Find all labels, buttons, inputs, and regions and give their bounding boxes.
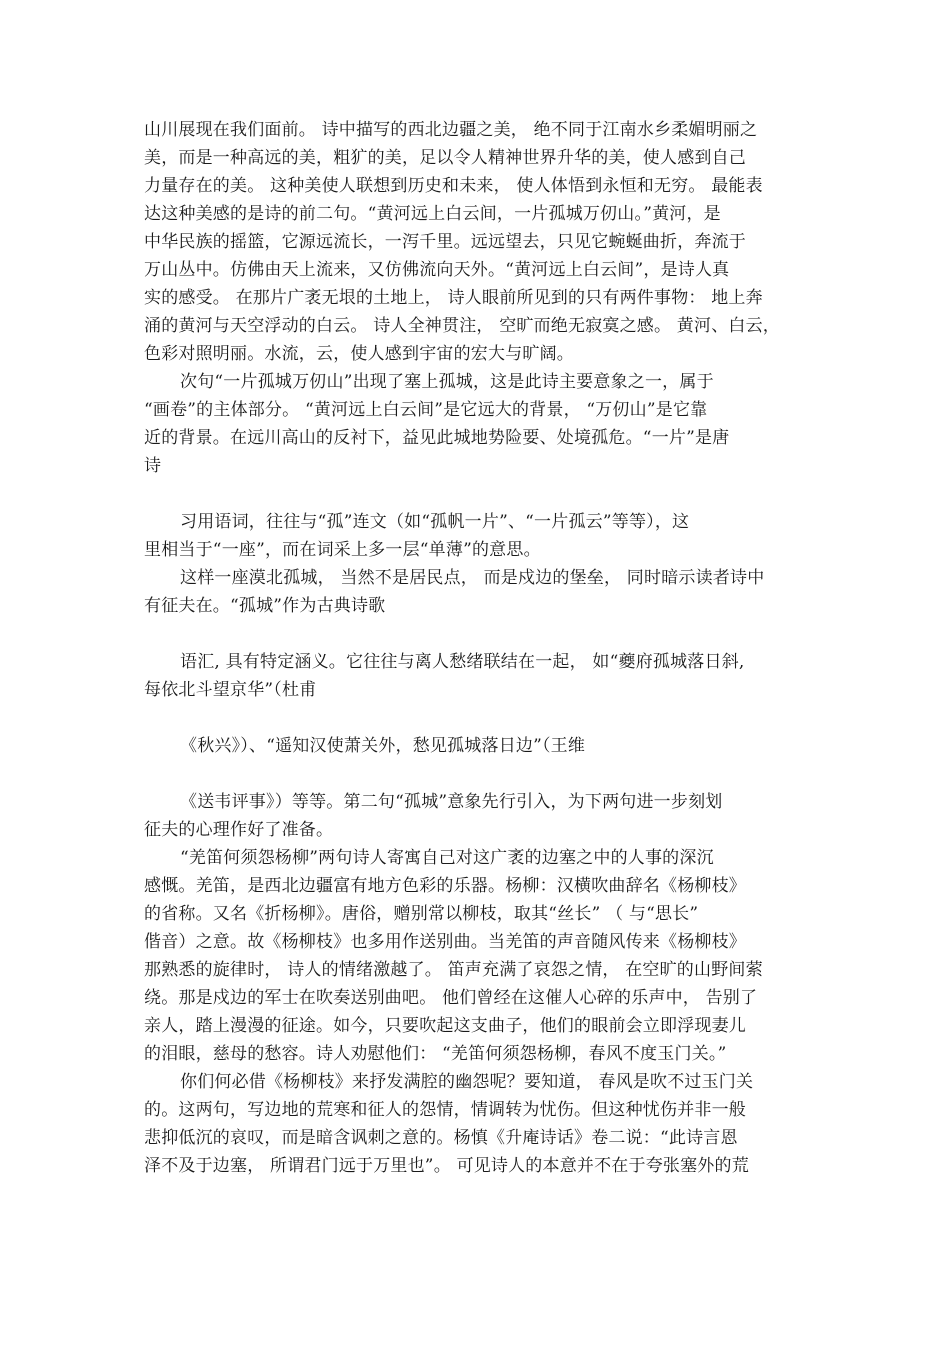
text-line: 偕音）之意。故《杨柳枝》也多用作送别曲。当羌笛的声音随风传来《杨柳枝》 <box>144 932 746 952</box>
text-line: 里相当于“一座”，而在词采上多一层“单薄”的意思。 <box>144 540 541 560</box>
text-line: 实的感受。 在那片广袤无垠的土地上， 诗人眼前所见到的只有两件事物： 地上奔 <box>144 288 763 308</box>
text-line: 的泪眼，慈母的愁容。诗人劝慰他们： “羌笛何须怨杨柳，春风不度玉门关。” <box>144 1044 727 1064</box>
text-line: 那熟悉的旋律时， 诗人的情绪激越了。 笛声充满了哀怨之情， 在空旷的山野间萦 <box>144 960 763 980</box>
text-line: 每依北斗望京华”（杜甫 <box>144 680 317 700</box>
text-line: 有征夫在。“孤城”作为古典诗歌 <box>144 596 386 616</box>
text-line: 色彩对照明丽。水流，云，使人感到宇宙的宏大与旷阔。 <box>144 344 574 364</box>
text-line: 诗 <box>144 456 162 476</box>
text-line: 力量存在的美。 这种美使人联想到历史和未来， 使人体悟到永恒和无穷。 最能表 <box>144 176 763 196</box>
text-line: 达这种美感的是诗的前二句。“黄河远上白云间，一片孤城万仞山。”黄河，是 <box>144 204 721 224</box>
text-line: 语汇, 具有特定涵义。它往往与离人愁绪联结在一起， 如“夔府孤城落日斜, <box>180 652 745 672</box>
text-line: 《送韦评事》）等等。第二句“孤城”意象先行引入，为下两句进一步刻划 <box>180 792 723 812</box>
text-line: 绕。那是戍边的军士在吹奏送别曲吧。 他们曾经在这催人心碎的乐声中， 告别了 <box>144 988 758 1008</box>
text-line: “画卷”的主体部分。 “黄河远上白云间”是它远大的背景， “万仞山”是它靠 <box>144 400 708 420</box>
text-line: 这样一座漠北孤城， 当然不是居民点， 而是戍边的堡垒， 同时暗示读者诗中 <box>180 568 765 588</box>
text-line: 你们何必借《杨柳枝》来抒发满腔的幽怨呢？要知道， 春风是吹不过玉门关 <box>180 1072 754 1092</box>
text-line: 亲人，踏上漫漫的征途。如今，只要吹起这支曲子，他们的眼前会立即浮现妻儿 <box>144 1016 746 1036</box>
text-line: 征夫的心理作好了准备。 <box>144 820 334 840</box>
text-line: 万山丛中。仿佛由天上流来，又仿佛流向天外。“黄河远上白云间”，是诗人真 <box>144 260 730 280</box>
text-line: 感慨。羌笛，是西北边疆富有地方色彩的乐器。杨柳：汉横吹曲辞名《杨柳枝》 <box>144 876 746 896</box>
text-line: 的。这两句，写边地的荒寒和征人的怨情，情调转为忧伤。但这种忧伤并非一般 <box>144 1100 746 1120</box>
text-line: 涌的黄河与天空浮动的白云。 诗人全神贯注， 空旷而绝无寂寞之感。 黄河、白云， <box>144 316 781 336</box>
text-line: “羌笛何须怨杨柳”两句诗人寄寓自己对这广袤的边塞之中的人事的深沉 <box>180 848 714 868</box>
text-line: 次句“一片孤城万仞山”出现了塞上孤城，这是此诗主要意象之一，属于 <box>180 372 714 392</box>
text-line: 泽不及于边塞， 所谓君门远于万里也”。 可见诗人的本意并不在于夸张塞外的荒 <box>144 1156 749 1176</box>
text-line: 悲抑低沉的哀叹，而是暗含讽刺之意的。杨慎《升庵诗话》卷二说：“此诗言恩 <box>144 1128 738 1148</box>
text-line: 的省称。又名《折杨柳》。唐俗，赠别常以柳枝，取其“丝长” （ 与“思长” <box>144 904 699 924</box>
text-line: 习用语词，往往与“孤”连文（如“孤帆一片”、“一片孤云”等等），这 <box>180 512 690 532</box>
text-line: 中华民族的摇篮，它源远流长，一泻千里。远远望去，只见它蜿蜒曲折，奔流于 <box>144 232 746 252</box>
text-line: 山川展现在我们面前。 诗中描写的西北边疆之美， 绝不同于江南水乡柔媚明丽之 <box>144 120 758 140</box>
text-line: 近的背景。在远川高山的反衬下，益见此城地势险要、处境孤危。“一片”是唐 <box>144 428 730 448</box>
text-line: 美，而是一种高远的美，粗犷的美，足以令人精神世界升华的美，使人感到自己 <box>144 148 746 168</box>
text-line: 《秋兴》）、“遥知汉使萧关外，愁见孤城落日边”（王维 <box>180 736 586 756</box>
